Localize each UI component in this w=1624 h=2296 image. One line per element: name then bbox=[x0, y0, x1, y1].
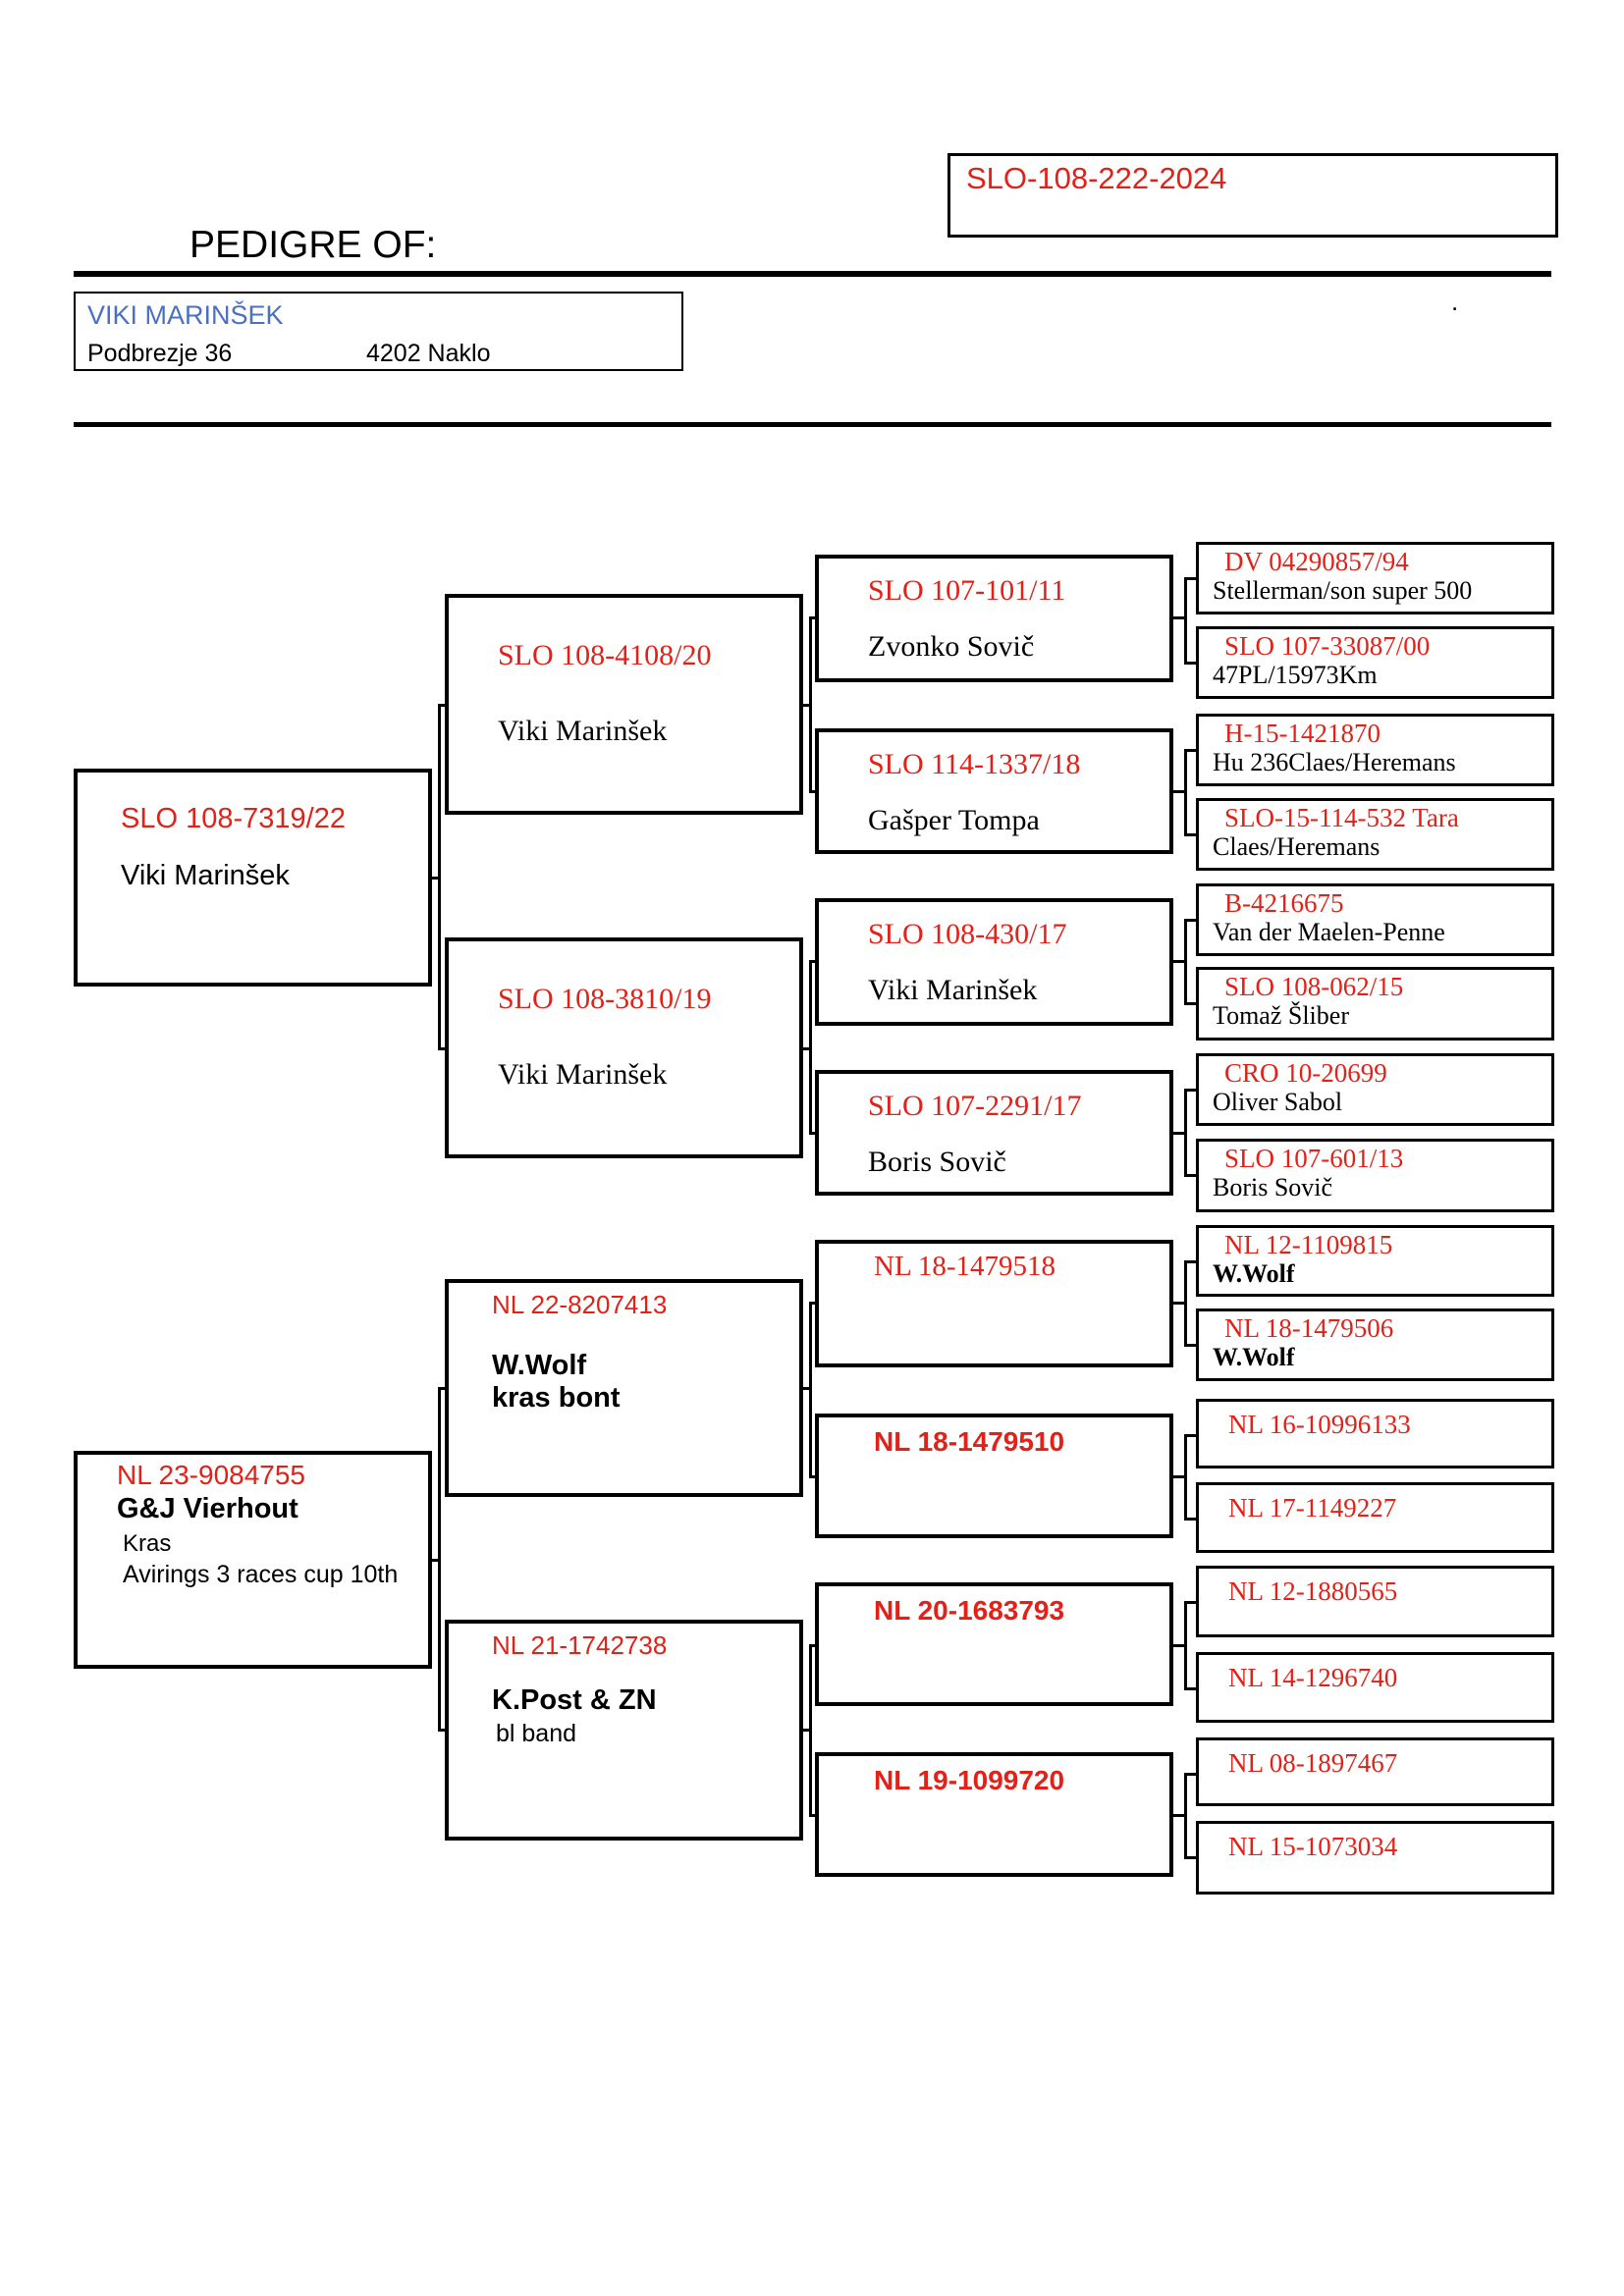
pedigree-connector bbox=[1184, 1773, 1196, 1776]
pedigree-box-gen2 bbox=[445, 1279, 803, 1497]
owner-street: Podbrezje 36 bbox=[87, 340, 233, 367]
ring-number: NL 16-10996133 bbox=[1228, 1410, 1411, 1439]
divider-rule-bottom bbox=[74, 422, 1551, 427]
stray-dot: . bbox=[1451, 287, 1459, 316]
pedigree-box-gen4 bbox=[1196, 626, 1554, 699]
pedigree-connector bbox=[1184, 1518, 1196, 1521]
fancier-name: Viki Marinšek bbox=[868, 974, 1038, 1006]
fancier-name: G&J Vierhout bbox=[117, 1492, 298, 1524]
pedigree-box-gen4 bbox=[1196, 1139, 1554, 1212]
pedigree-connector bbox=[809, 790, 815, 793]
pedigree-connector bbox=[809, 1302, 815, 1305]
pedigree-box-gen4 bbox=[1196, 1652, 1554, 1723]
pedigree-connector bbox=[1184, 1089, 1196, 1092]
pedigree-box-gen3 bbox=[815, 898, 1173, 1026]
pedigree-connector bbox=[1184, 919, 1196, 922]
pedigree-connector bbox=[1184, 1601, 1196, 1604]
fancier-name: Zvonko Sovič bbox=[868, 630, 1035, 663]
pedigree-connector bbox=[1184, 1687, 1196, 1690]
pedigree-connector bbox=[1184, 662, 1196, 665]
note-line: kras bont bbox=[492, 1382, 621, 1415]
pedigree-connector bbox=[809, 1644, 812, 1817]
fancier-name: Gašper Tompa bbox=[868, 804, 1040, 836]
pedigree-box-gen4 bbox=[1196, 1566, 1554, 1637]
pedigree-connector bbox=[1184, 749, 1187, 836]
ring-number: NL 23-9084755 bbox=[117, 1460, 306, 1490]
ring-number: SLO 108-062/15 bbox=[1224, 972, 1404, 1001]
pedigree-box-gen3 bbox=[815, 555, 1173, 682]
note-line: Avirings 3 races cup 10th bbox=[123, 1561, 399, 1589]
pedigree-box-gen4 bbox=[1196, 714, 1554, 786]
pedigree-connector bbox=[1184, 1434, 1196, 1437]
ring-number: NL 22-8207413 bbox=[492, 1290, 668, 1319]
pedigree-box-gen3 bbox=[815, 1240, 1173, 1367]
ring-number: SLO 107-601/13 bbox=[1224, 1144, 1404, 1173]
ring-number: SLO 107-2291/17 bbox=[868, 1090, 1082, 1122]
pedigree-box-dam bbox=[74, 1451, 432, 1669]
pedigree-connector bbox=[809, 960, 815, 963]
ring-number: NL 17-1149227 bbox=[1228, 1493, 1397, 1522]
ring-number: SLO 107-101/11 bbox=[868, 574, 1066, 607]
fancier-name: 47PL/15973Km bbox=[1213, 660, 1378, 689]
ring-number: SLO 107-33087/00 bbox=[1224, 631, 1431, 661]
pedigree-box-gen2 bbox=[445, 1620, 803, 1841]
ring-number: NL 19-1099720 bbox=[874, 1765, 1065, 1795]
ring-number: NL 20-1683793 bbox=[874, 1595, 1065, 1626]
fancier-name: Tomaž Šliber bbox=[1213, 1000, 1349, 1030]
pedigree-box-gen3 bbox=[815, 1070, 1173, 1196]
pedigree-connector bbox=[809, 616, 812, 793]
pedigree-connector bbox=[1184, 833, 1196, 836]
owner-box bbox=[74, 292, 683, 371]
document-ring-number: SLO-108-222-2024 bbox=[966, 161, 1227, 195]
ring-number: NL 14-1296740 bbox=[1228, 1663, 1398, 1692]
fancier-name: Viki Marinšek bbox=[498, 715, 668, 747]
pedigree-connector bbox=[438, 1729, 445, 1732]
pedigree-connector bbox=[1184, 919, 1187, 1005]
fancier-name: W.Wolf bbox=[1213, 1342, 1295, 1371]
ring-number: H-15-1421870 bbox=[1224, 719, 1380, 748]
pedigree-box-gen4 bbox=[1196, 1821, 1554, 1895]
pedigree-connector bbox=[809, 1302, 812, 1478]
pedigree-connector bbox=[438, 1387, 441, 1732]
ring-number: SLO 108-7319/22 bbox=[121, 803, 346, 834]
fancier-name: Boris Sovič bbox=[1213, 1172, 1333, 1201]
pedigree-box-gen4 bbox=[1196, 1737, 1554, 1806]
ring-number: NL 18-1479518 bbox=[874, 1251, 1056, 1282]
fancier-name: Stellerman/son super 500 bbox=[1213, 575, 1473, 605]
pedigree-connector bbox=[1184, 749, 1196, 752]
ring-number-box bbox=[947, 153, 1558, 238]
pedigree-connector bbox=[1184, 1856, 1196, 1859]
pedigree-connector bbox=[1184, 1344, 1196, 1347]
pedigree-connector bbox=[1184, 1174, 1196, 1177]
ring-number: SLO 108-430/17 bbox=[868, 918, 1067, 950]
pedigree-connector bbox=[438, 1387, 445, 1390]
pedigree-connector bbox=[438, 1047, 445, 1050]
pedigree-box-gen4 bbox=[1196, 1482, 1554, 1553]
ring-number: SLO-15-114-532 Tara bbox=[1224, 803, 1459, 832]
ring-number: SLO 108-3810/19 bbox=[498, 983, 712, 1015]
fancier-name: Van der Maelen-Penne bbox=[1213, 917, 1445, 946]
pedigree-connector bbox=[1184, 1002, 1196, 1005]
pedigree-box-gen2 bbox=[445, 594, 803, 815]
pedigree-connector bbox=[809, 960, 812, 1135]
pedigree-connector bbox=[1184, 1601, 1187, 1690]
pedigree-connector bbox=[809, 1132, 815, 1135]
pedigree-box-gen2 bbox=[445, 937, 803, 1158]
fancier-name: W.Wolf bbox=[492, 1349, 587, 1381]
pedigree-box-gen4 bbox=[1196, 798, 1554, 871]
ring-number: NL 15-1073034 bbox=[1228, 1832, 1398, 1861]
ring-number: CRO 10-20699 bbox=[1224, 1058, 1387, 1088]
ring-number: B-4216675 bbox=[1224, 888, 1344, 918]
fancier-name: K.Post & ZN bbox=[492, 1683, 657, 1716]
pedigree-box-gen4 bbox=[1196, 1053, 1554, 1126]
pedigree-box-sire bbox=[74, 769, 432, 987]
note-line: Kras bbox=[123, 1529, 172, 1557]
ring-number: NL 12-1109815 bbox=[1224, 1230, 1393, 1259]
pedigree-box-gen3 bbox=[815, 1752, 1173, 1877]
pedigree-connector bbox=[809, 1814, 815, 1817]
pedigree-connector bbox=[438, 704, 445, 707]
fancier-name: Hu 236Claes/Heremans bbox=[1213, 747, 1456, 776]
pedigree-connector bbox=[809, 1475, 815, 1478]
pedigree-box-gen4 bbox=[1196, 1225, 1554, 1297]
pedigree-connector bbox=[1184, 1260, 1187, 1347]
pedigree-connector bbox=[809, 1644, 815, 1647]
fancier-name: Viki Marinšek bbox=[498, 1058, 668, 1091]
ring-number: DV 04290857/94 bbox=[1224, 547, 1409, 576]
fancier-name: W.Wolf bbox=[1213, 1258, 1295, 1288]
divider-rule-top bbox=[74, 271, 1551, 277]
pedigree-box-gen4 bbox=[1196, 1308, 1554, 1381]
pedigree-connector bbox=[1184, 1434, 1187, 1521]
ring-number: NL 18-1479510 bbox=[874, 1426, 1065, 1457]
pedigree-box-gen4 bbox=[1196, 1399, 1554, 1468]
ring-number: NL 08-1897467 bbox=[1228, 1748, 1398, 1778]
pedigree-connector bbox=[438, 704, 441, 1050]
pedigree-connector bbox=[1184, 1089, 1187, 1177]
pedigree-connector bbox=[1184, 577, 1187, 665]
pedigree-connector bbox=[1184, 577, 1196, 580]
fancier-name: Viki Marinšek bbox=[121, 859, 290, 891]
pedigree-box-gen4 bbox=[1196, 883, 1554, 956]
pedigree-connector bbox=[1184, 1260, 1196, 1263]
fancier-name: Claes/Heremans bbox=[1213, 831, 1380, 861]
pedigree-connector bbox=[1184, 1773, 1187, 1859]
ring-number: NL 12-1880565 bbox=[1228, 1576, 1398, 1606]
pedigree-box-gen4 bbox=[1196, 967, 1554, 1041]
ring-number: SLO 114-1337/18 bbox=[868, 748, 1081, 780]
pedigree-box-gen3 bbox=[815, 728, 1173, 854]
ring-number: NL 21-1742738 bbox=[492, 1630, 668, 1660]
page-title: PEDIGRE OF: bbox=[189, 224, 437, 266]
owner-name: VIKI MARINŠEK bbox=[87, 300, 284, 330]
pedigree-connector bbox=[809, 616, 815, 619]
pedigree-box-gen3 bbox=[815, 1414, 1173, 1538]
fancier-name: Oliver Sabol bbox=[1213, 1087, 1343, 1116]
fancier-name: Boris Sovič bbox=[868, 1146, 1006, 1178]
owner-city: 4202 Naklo bbox=[366, 340, 491, 367]
ring-number: NL 18-1479506 bbox=[1224, 1313, 1394, 1343]
ring-number: SLO 108-4108/20 bbox=[498, 639, 712, 671]
pedigree-box-gen3 bbox=[815, 1582, 1173, 1706]
note-line: bl band bbox=[496, 1720, 577, 1748]
pedigree-box-gen4 bbox=[1196, 542, 1554, 614]
